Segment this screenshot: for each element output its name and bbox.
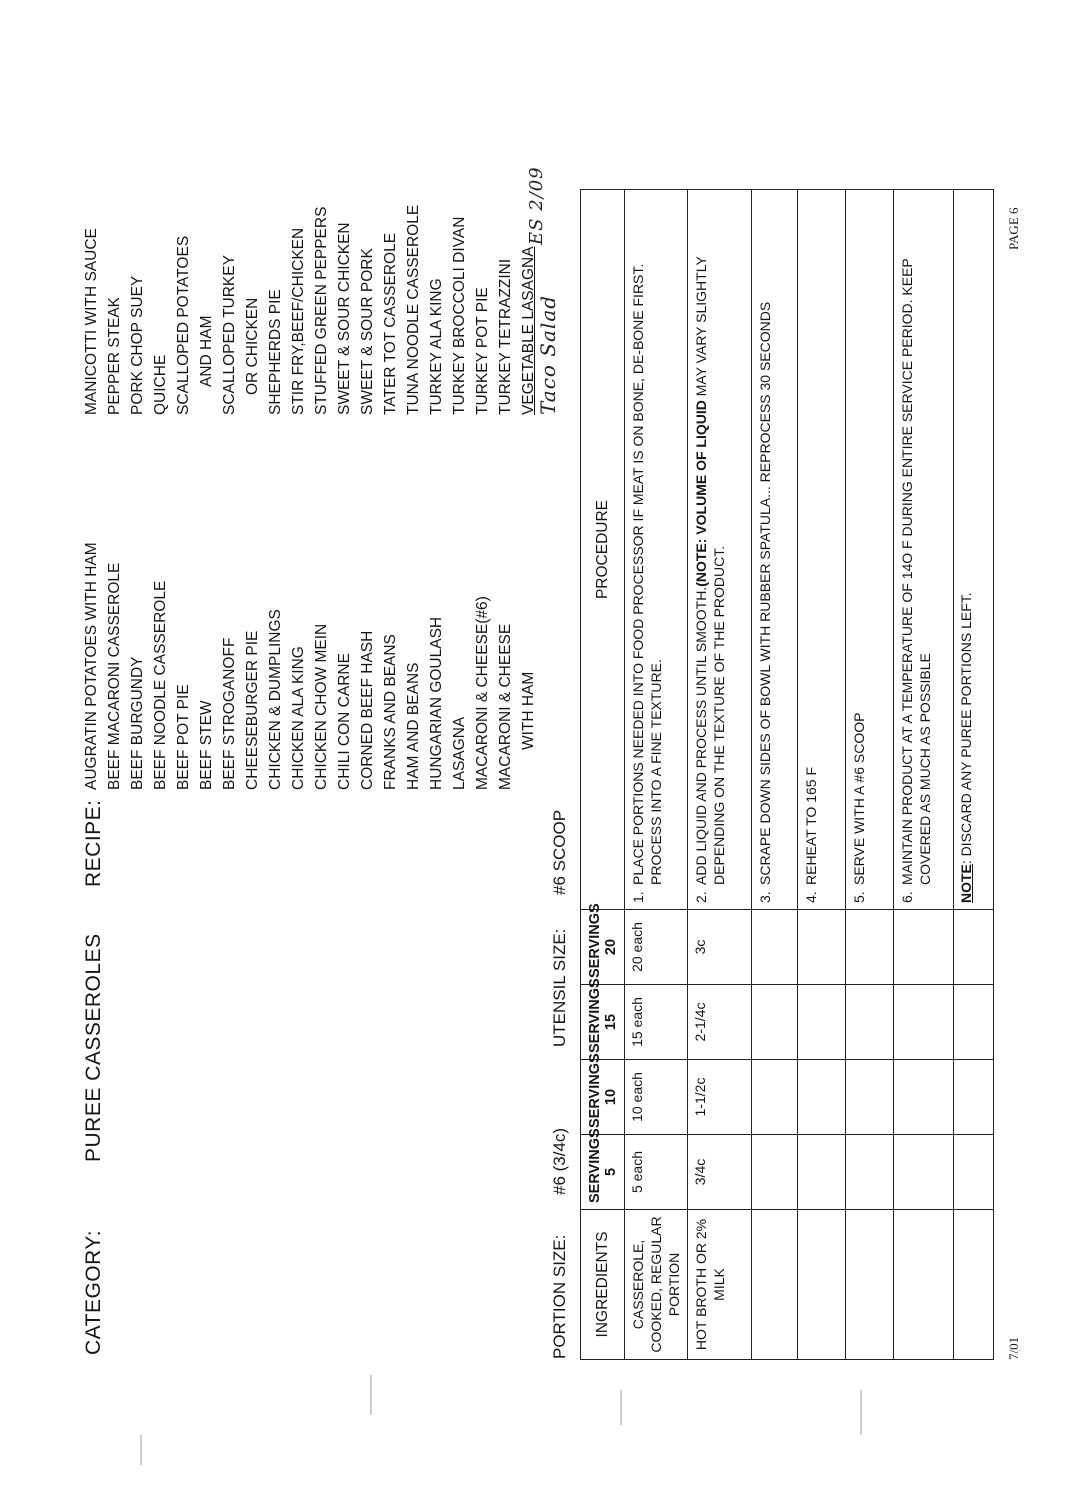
qty-5: 5 each <box>625 1135 688 1210</box>
step-number: 1. <box>630 891 646 903</box>
recipe-item: SCALLOPED POTATOES <box>175 235 192 415</box>
recipe-item: BEEF MACARONI CASSEROLE <box>106 562 123 790</box>
step-text: SERVE WITH A #6 SCOOP <box>851 712 867 885</box>
ingredient-name: CASSEROLE, COOKED, REGULAR PORTION <box>625 1210 688 1360</box>
procedure-step-4 <box>798 190 846 910</box>
recipe-item: SWEET & SOUR CHICKEN <box>336 222 353 415</box>
table-row <box>625 190 688 1360</box>
step-text-cont: MAY VARY SLIGHTLY DEPENDING ON THE TEXTURE OF THE PRODUCT. <box>693 256 727 885</box>
procedure-step-1 <box>625 190 688 910</box>
note-label: NOTE <box>958 864 974 903</box>
recipe-list-right <box>80 205 540 415</box>
recipe-item: MANICOTTI WITH SAUCE <box>83 228 100 415</box>
recipe-item: MACARONI & CHEESE <box>497 623 514 790</box>
procedure-step-3 <box>752 190 798 910</box>
step-text: PLACE PORTIONS NEEDED INTO FOOD PROCESSOR IF MEAT IS ON BONE, DE-BONE FIRST. PROCESS INTO A FINE TEXTURE. <box>630 263 664 885</box>
utensil-size-value: #6 SCOOP <box>550 809 569 895</box>
step-number: 3. <box>757 891 773 903</box>
qty-15: 2-1/4c <box>688 985 752 1060</box>
recipe-list-left <box>80 542 540 790</box>
servings-20-header: SERVINGS 20 <box>581 910 625 985</box>
step-text: ADD LIQUID AND PROCESS UNTIL SMOOTH. <box>693 586 709 885</box>
recipe-item: LASAGNA <box>451 716 468 790</box>
recipe-item: SHEPHERDS PIE <box>267 289 284 415</box>
recipe-item: FRANKS AND BEANS <box>382 634 399 790</box>
scan-speck <box>370 1375 372 1415</box>
table-header-row <box>581 190 625 1360</box>
step-number: 5. <box>851 891 867 903</box>
recipe-item: SWEET & SOUR PORK <box>359 248 376 415</box>
servings-10-header: SERVINGS 10 <box>581 1060 625 1135</box>
ingredients-header: INGREDIENTS <box>581 1210 625 1360</box>
recipe-item: WITH HAM <box>520 671 537 750</box>
recipe-item: CHICKEN & DUMPLINGS <box>267 609 284 790</box>
step-text: MAINTAIN PRODUCT AT A TEMPERATURE OF 14O F DURING ENTIRE SERVICE PERIOD. KEEP COVERED AS MUCH AS POSSIBLE <box>899 258 933 885</box>
table-row <box>894 190 954 1360</box>
procedure-step-6 <box>894 190 954 910</box>
category-label: CATEGORY: <box>82 1229 105 1355</box>
procedure-step-2 <box>688 190 752 910</box>
recipe-item: CHEESEBURGER PIE <box>244 630 261 790</box>
qty-20: 3c <box>688 910 752 985</box>
note-text: : DISCARD ANY PUREE PORTIONS LEFT. <box>958 592 974 865</box>
recipe-item: PEPPER STEAK <box>106 296 123 415</box>
qty-20: 20 each <box>625 910 688 985</box>
portion-size-value: #6 (3/4c) <box>550 1127 569 1195</box>
scan-speck <box>620 1390 622 1425</box>
recipe-item: AND HAM <box>198 315 215 387</box>
recipe-item: PORK CHOP SUEY <box>129 275 146 415</box>
date-code: 7/01 <box>1006 1336 1021 1360</box>
recipe-item: BEEF STROGANOFF <box>221 637 238 790</box>
table-row <box>954 190 994 1360</box>
recipe-item: VEGETABLE LASAGNA <box>520 246 537 415</box>
recipe-item: BEEF POT PIE <box>175 684 192 790</box>
scan-speck <box>860 1390 862 1435</box>
recipe-item: TURKEY TETRAZZINI <box>497 258 514 415</box>
table-row <box>846 190 894 1360</box>
recipe-item: OR CHICKEN <box>244 297 261 395</box>
recipe-table <box>580 189 994 1360</box>
scan-speck <box>140 1435 142 1465</box>
qty-10: 10 each <box>625 1060 688 1135</box>
table-row <box>688 190 752 1360</box>
utensil-size-label: UTENSIL SIZE: <box>550 928 569 1047</box>
recipe-item: TUNA NOODLE CASSEROLE <box>405 204 422 415</box>
step-text: REHEAT TO 165 F <box>803 766 819 885</box>
step-number: 4. <box>803 891 819 903</box>
category-value: PUREE CASSEROLES <box>82 933 105 1162</box>
recipe-item: CORNED BEEF HASH <box>359 630 376 790</box>
recipe-item: AUGRATIN POTATOES WITH HAM <box>83 542 100 790</box>
recipe-item: TURKEY POT PIE <box>474 287 491 415</box>
procedure-note <box>954 190 994 910</box>
ingredient-name: HOT BROTH OR 2% MILK <box>688 1210 752 1360</box>
recipe-item: HUNGARIAN GOULASH <box>428 616 445 790</box>
qty-10: 1-1/2c <box>688 1060 752 1135</box>
step-text: SCRAPE DOWN SIDES OF BOWL WITH RUBBER SPATULA... REPROCESS 30 SECONDS <box>757 301 773 885</box>
recipe-item: CHICKEN CHOW MEIN <box>313 623 330 790</box>
recipe-item: MACARONI & CHEESE(#6) <box>474 596 491 790</box>
recipe-item: TURKEY ALA KING <box>428 278 445 415</box>
recipe-item: STUFFED GREEN PEPPERS <box>313 206 330 415</box>
recipe-item: BEEF NOODLE CASSEROLE <box>152 580 169 790</box>
recipe-item: CHICKEN ALA KING <box>290 646 307 790</box>
step-number: 2. <box>693 891 709 903</box>
recipe-item: BEEF STEW <box>198 700 215 790</box>
page-number: PAGE 6 <box>1006 207 1021 250</box>
recipe-item: STIR FRY,BEEF/CHICKEN <box>290 227 307 415</box>
handwritten-recipe: Taco Salad <box>536 294 560 415</box>
recipe-item: QUICHE <box>152 354 169 415</box>
recipe-item: HAM AND BEANS <box>405 662 422 790</box>
recipe-item: SCALLOPED TURKEY <box>221 255 238 415</box>
recipe-label: RECIPE: <box>82 799 105 887</box>
qty-15: 15 each <box>625 985 688 1060</box>
qty-5: 3/4c <box>688 1135 752 1210</box>
portion-size-label: PORTION SIZE: <box>550 1234 569 1359</box>
step-number: 6. <box>899 891 915 903</box>
recipe-item: TATER TOT CASSEROLE <box>382 232 399 415</box>
recipe-item: CHILI CON CARNE <box>336 653 353 790</box>
procedure-step-5 <box>846 190 894 910</box>
recipe-item: BEEF BURGUNDY <box>129 656 146 790</box>
procedure-header: PROCEDURE <box>581 190 625 910</box>
handwritten-initials-date: ES 2/09 <box>526 166 547 245</box>
table-row <box>752 190 798 1360</box>
recipe-item: TURKEY BROCCOLI DIVAN <box>451 216 468 415</box>
servings-15-header: SERVINGS 15 <box>581 985 625 1060</box>
volume-note: (NOTE: VOLUME OF LIQUID <box>693 400 709 587</box>
servings-5-header: SERVINGS 5 <box>581 1135 625 1210</box>
table-row <box>798 190 846 1360</box>
